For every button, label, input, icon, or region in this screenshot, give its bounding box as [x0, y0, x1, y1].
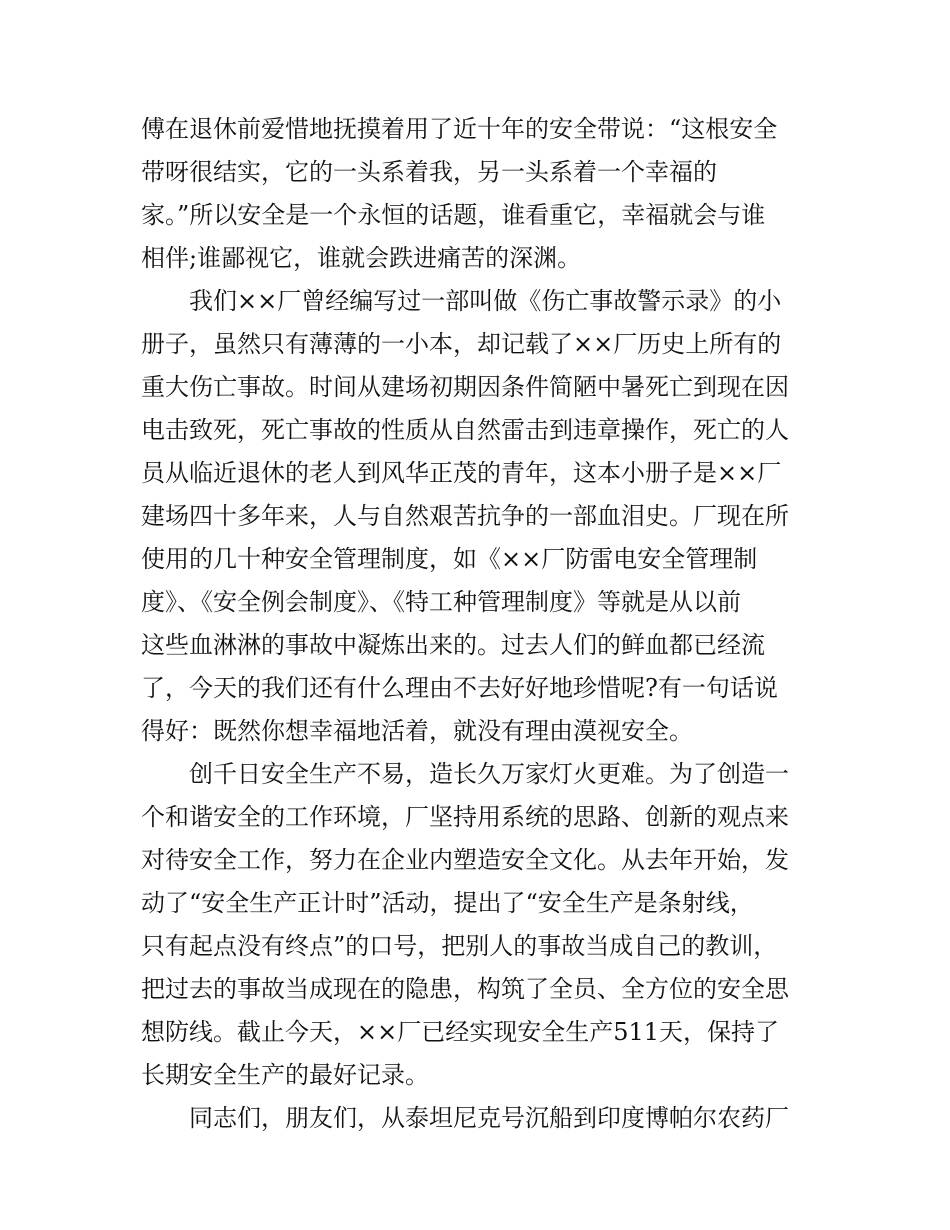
text-line: 对待安全工作，努力在企业内塑造安全文化。从去年开始，发: [141, 846, 789, 874]
text-line: 员从临近退休的老人到风华正茂的青年，这本小册子是××厂: [141, 459, 782, 487]
text-line: 册子，虽然只有薄薄的一小本，却记载了××厂历史上所有的: [141, 330, 782, 358]
text-line: 使用的几十种安全管理制度，如《××厂防雷电安全管理制: [141, 545, 758, 573]
text-line: 得好：既然你想幸福地活着，就没有理由漠视安全。: [141, 717, 693, 745]
paragraph-start-line: 创千日安全生产不易，造长久万家灯火更难。为了创造一: [189, 760, 789, 788]
text-line: 个和谐安全的工作环境，厂坚持用系统的思路、创新的观点来: [141, 803, 789, 831]
text-line: 这些血淋淋的事故中凝炼出来的。过去人们的鲜血都已经流: [141, 631, 765, 659]
text-line: 动了“安全生产正计时”活动，提出了“安全生产是条射线，: [141, 889, 754, 917]
text-line: 重大伤亡事故。时间从建场初期因条件简陋中暑死亡到现在因: [141, 373, 789, 401]
text-line: 傅在退休前爱惜地抚摸着用了近十年的安全带说：“这根安全: [141, 115, 778, 143]
text-line: 度》、《安全例会制度》、《特工种管理制度》等就是从以前: [141, 588, 741, 616]
text-line: 电击致死，死亡事故的性质从自然雷击到违章操作，死亡的人: [141, 416, 789, 444]
text-line: 建场四十多年来，人与自然艰苦抗争的一部血泪史。厂现在所: [141, 502, 789, 530]
text-line: 相伴;谁鄙视它，谁就会跌进痛苦的深渊。: [141, 244, 582, 272]
text-line: 长期安全生产的最好记录。: [141, 1061, 429, 1089]
body-text: [141, 108, 821, 1140]
text-line: 了，今天的我们还有什么理由不去好好地珍惜呢?有一句话说: [141, 674, 778, 702]
paragraph-start-line: 同志们，朋友们，从泰坦尼克号沉船到印度博帕尔农药厂: [189, 1104, 789, 1132]
text-line: 把过去的事故当成现在的隐患，构筑了全员、全方位的安全思: [141, 975, 789, 1003]
text-line: 只有起点没有终点”的口号，把别人的事故当成自己的教训，: [141, 932, 778, 960]
text-line: 带呀很结实，它的一头系着我，另一头系着一个幸福的: [141, 158, 717, 186]
text-line: 想防线。截止今天，××厂已经实现安全生产511天，保持了: [141, 1018, 780, 1046]
paragraph-start-line: 我们××厂曾经编写过一部叫做《伤亡事故警示录》的小: [189, 287, 782, 315]
text-line: 家。”所以安全是一个永恒的话题，谁看重它，幸福就会与谁: [141, 201, 766, 229]
